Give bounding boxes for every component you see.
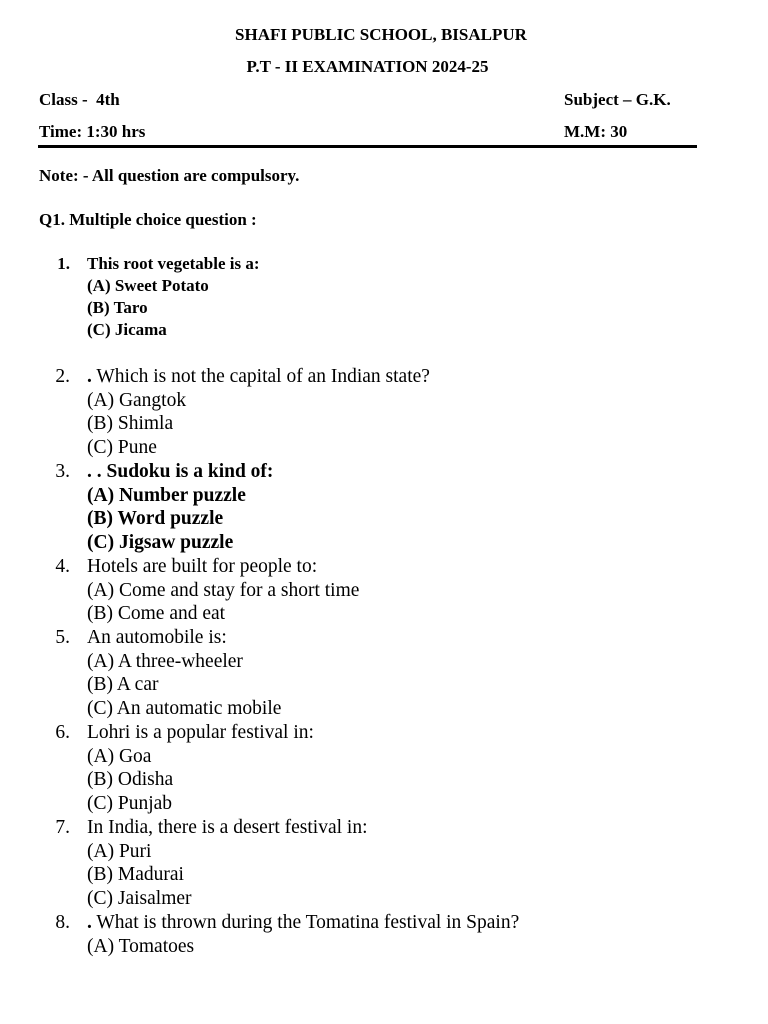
option: (A) Come and stay for a short time <box>87 579 360 601</box>
option: (B) Come and eat <box>87 603 226 625</box>
option: (A) Puri <box>87 840 152 862</box>
question-number: 4. <box>55 556 70 577</box>
option: (B) Odisha <box>87 769 174 791</box>
option: (C) Jigsaw puzzle <box>87 532 234 554</box>
option: (C) Punjab <box>87 793 173 815</box>
option: (C) Jaisalmer <box>87 888 192 910</box>
question-text: In India, there is a desert festival in: <box>87 817 368 838</box>
exam-title: P.T - II EXAMINATION 2024-25 <box>246 57 489 76</box>
subject-label: Subject – G.K. <box>564 90 671 109</box>
option: (C) Pune <box>87 437 157 459</box>
option: (C) An automatic mobile <box>87 698 282 720</box>
question-text: An automobile is: <box>87 627 227 648</box>
section-title: Q1. Multiple choice question : <box>39 210 257 229</box>
question-number: 8. <box>55 912 70 933</box>
option: (B) Shimla <box>87 413 174 435</box>
question-number: 2. <box>55 366 70 387</box>
question-number: 7. <box>55 817 70 838</box>
option: (A) Gangtok <box>87 389 187 411</box>
option: (A) Number puzzle <box>87 484 246 506</box>
time-label: Time: 1:30 hrs <box>39 122 146 141</box>
option: (A) A three-wheeler <box>87 650 243 672</box>
option: (B) Madurai <box>87 864 184 886</box>
question-text: This root vegetable is a: <box>87 254 260 273</box>
option: (B) Word puzzle <box>87 508 224 530</box>
max-marks-label: M.M: 30 <box>564 122 628 141</box>
question-text: Lohri is a popular festival in: <box>87 722 314 743</box>
question-text: Hotels are built for people to: <box>87 556 318 577</box>
header-divider <box>38 145 697 148</box>
school-name: SHAFI PUBLIC SCHOOL, BISALPUR <box>235 25 527 44</box>
option: (B) A car <box>87 674 159 696</box>
option: (A) Sweet Potato <box>87 276 209 295</box>
question-number: 1. <box>57 254 70 273</box>
question-text: . Which is not the capital of an Indian state? <box>87 366 430 387</box>
question-text: . What is thrown during the Tomatina festival in Spain? <box>87 912 520 933</box>
option: (A) Tomatoes <box>87 935 195 957</box>
option: (A) Goa <box>87 745 152 767</box>
question-number: 3. <box>55 461 70 482</box>
option: (B) Taro <box>87 298 148 317</box>
question-number: 5. <box>55 627 70 648</box>
question-number: 6. <box>55 722 70 743</box>
class-label: Class - 4th <box>39 90 120 109</box>
question-text: . . Sudoku is a kind of: <box>87 461 274 482</box>
note: Note: - All question are compulsory. <box>39 166 300 185</box>
option: (C) Jicama <box>87 320 167 339</box>
